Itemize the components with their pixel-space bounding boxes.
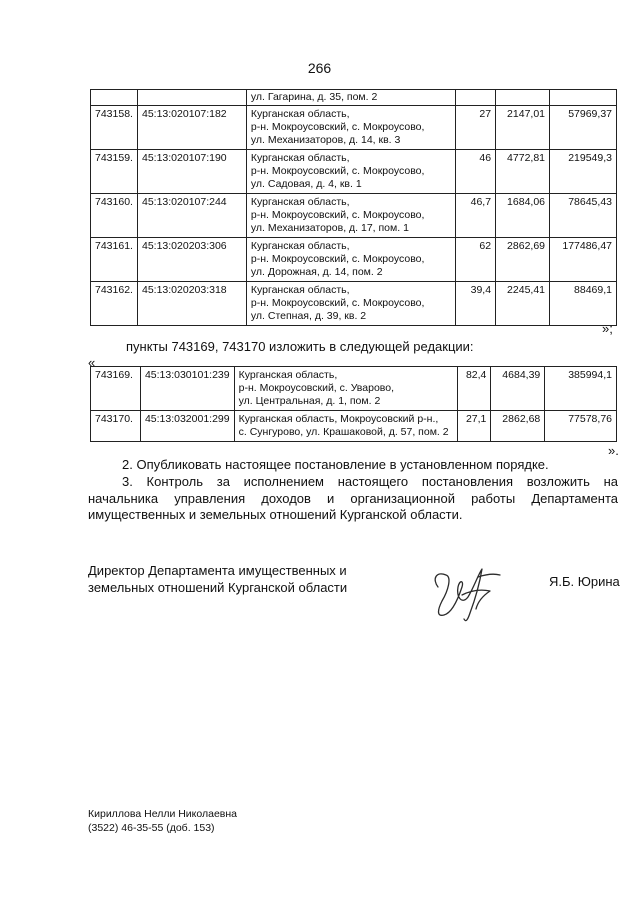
- table-cell: [137, 90, 246, 106]
- table-row: [91, 106, 617, 150]
- table-cell: [550, 90, 617, 106]
- property-table-1: [90, 89, 617, 326]
- table-row: [91, 238, 617, 282]
- table-cell-area: 62: [456, 238, 496, 282]
- table-cell-rate: 1684,06: [496, 194, 550, 238]
- table-cell: [456, 90, 496, 106]
- table-row: [91, 194, 617, 238]
- table-cell-id: 743161.: [91, 238, 138, 282]
- table-cell-address: Курганская область, р-н. Мокроусовский, с. Мокроусово, ул. Механизаторов, д. 17, пом. 1: [246, 194, 455, 238]
- table-cell-cadastral: 45:13:020107:182: [137, 106, 246, 150]
- table-row: [91, 282, 617, 326]
- table-cell-cadastral: 45:13:020107:244: [137, 194, 246, 238]
- table-cell-address: Курганская область, Мокроусовский р-н., с. Сунгурово, ул. Крашаковой, д. 57, пом. 2: [234, 411, 458, 442]
- table-cell-value: 177486,47: [550, 238, 617, 282]
- table-cell-area: 82,4: [458, 367, 491, 411]
- table-cell-cadastral: 45:13:030101:239: [140, 367, 234, 411]
- table-cell-id: 743159.: [91, 150, 138, 194]
- table-cell-rate: 2245,41: [496, 282, 550, 326]
- executor-info: [88, 808, 237, 835]
- executor-name: Кириллова Нелли Николаевна: [88, 808, 238, 820]
- table-cell-rate: 4684,39: [491, 367, 545, 411]
- table-cell-address: Курганская область, р-н. Мокроусовский, с. Мокроусово, ул. Дорожная, д. 14, пом. 2: [246, 238, 455, 282]
- table-cell-area: 27: [456, 106, 496, 150]
- table-row: [91, 150, 617, 194]
- table-cell: [496, 90, 550, 106]
- paragraph-item-2: 2. Опубликовать настоящее постановление в установленном порядке.: [122, 457, 549, 472]
- table-cell-address: Курганская область, р-н. Мокроусовский, с. Мокроусово, ул. Степная, д. 39, кв. 2: [246, 282, 455, 326]
- opening-quote: «: [88, 355, 96, 370]
- closing-quote: ».: [608, 443, 619, 458]
- table-cell-rate: 2147,01: [496, 106, 550, 150]
- table-cell-value: 219549,3: [550, 150, 617, 194]
- table-cell: [91, 90, 138, 106]
- table-cell-address: ул. Гагарина, д. 35, пом. 2: [246, 90, 455, 106]
- table-cell-value: 385994,1: [545, 367, 617, 411]
- table-cell-area: 46: [456, 150, 496, 194]
- table-cell-value: 88469,1: [550, 282, 617, 326]
- amendment-text: пункты 743169, 743170 изложить в следующей редакции:: [126, 339, 474, 354]
- table-row-continuation: [91, 90, 617, 106]
- closing-quote: »;: [602, 321, 613, 336]
- table-cell-cadastral: 45:13:020203:306: [137, 238, 246, 282]
- signatory-title-line: Директор Департамента имущественных и: [88, 563, 347, 578]
- table-cell-id: 743158.: [91, 106, 138, 150]
- table-cell-rate: 4772,81: [496, 150, 550, 194]
- table-cell-area: 39,4: [456, 282, 496, 326]
- table-cell-id: 743162.: [91, 282, 138, 326]
- table-cell-area: 46,7: [456, 194, 496, 238]
- property-table-2: [90, 366, 617, 442]
- table-cell-cadastral: 45:13:020107:190: [137, 150, 246, 194]
- table-cell-area: 27,1: [458, 411, 491, 442]
- table-cell-id: 743170.: [91, 411, 141, 442]
- table-cell-value: 78645,43: [550, 194, 617, 238]
- signatory-title-line: земельных отношений Курганской области: [88, 580, 348, 595]
- table-row: [91, 367, 617, 411]
- table-cell-id: 743160.: [91, 194, 138, 238]
- handwritten-signature-icon: [418, 557, 518, 627]
- table-cell-address: Курганская область, р-н. Мокроусовский, с. Уварово, ул. Центральная, д. 1, пом. 2: [234, 367, 458, 411]
- table-cell-address: Курганская область, р-н. Мокроусовский, с. Мокроусово, ул. Садовая, д. 4, кв. 1: [246, 150, 455, 194]
- page-number: 266: [307, 60, 332, 76]
- table-cell-value: 77578,76: [545, 411, 617, 442]
- executor-phone: (3522) 46-35-55 (доб. 153): [88, 821, 215, 834]
- table-cell-rate: 2862,68: [491, 411, 545, 442]
- table-cell-cadastral: 45:13:020203:318: [137, 282, 246, 326]
- table-cell-value: 57969,37: [550, 106, 617, 150]
- table-row: [91, 411, 617, 442]
- table-cell-rate: 2862,69: [496, 238, 550, 282]
- table-cell-id: 743169.: [91, 367, 141, 411]
- signatory-name: Я.Б. Юрина: [549, 574, 620, 589]
- paragraph-item-3: 3. Контроль за исполнением настоящего постановления возложить на начальника управления доходов и организационной работы Департамента имущественных и земельных отношений Курганской области.: [88, 474, 618, 522]
- table-cell-address: Курганская область, р-н. Мокроусовский, с. Мокроусово, ул. Механизаторов, д. 14, кв. 3: [246, 106, 455, 150]
- table-cell-cadastral: 45:13:032001:299: [140, 411, 234, 442]
- signatory-title: [88, 562, 358, 596]
